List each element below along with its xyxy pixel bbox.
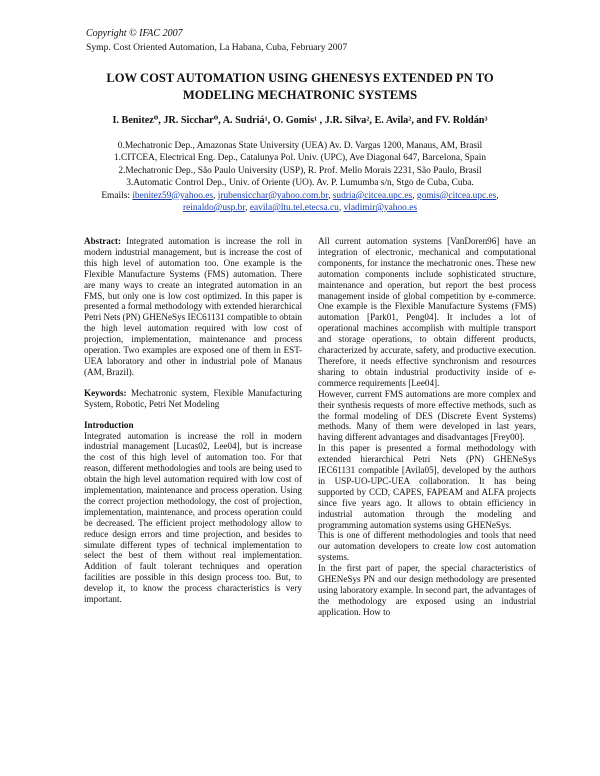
keywords-text: Mechatronic system, Flexible Manufacturing System, Robotic, Petri Net Modeling bbox=[84, 387, 302, 409]
email-link[interactable]: eavila@ltu.tel.etecsa.cu bbox=[249, 203, 339, 214]
title-line-2: MODELING MECHATRONIC SYSTEMS bbox=[182, 88, 418, 102]
email-label: Emails: bbox=[101, 190, 130, 201]
conference-line: Symp. Cost Oriented Automation, La Habana, Cuba, February 2007 bbox=[86, 42, 348, 53]
intro-paragraph: Integrated automation is increase the roll in modern industrial management [Lucas02, Lee04], but is increase the cost of this high level of automation too. For that reason, different methodologies and tools are being used to obtain the high level automation required with low cost of implementation, maintenance and process operation. Using the correct projection methodology, the cost of projection, implementation, maintenance, and process operation could be decreased. The efficient project methodology allow to reduce design errors and time projection, and besides to simulate different types of technical implementation to select the best of them without real implementation. Addition of fault tolerant techniques and operation facilities are possible in this design process too. But, to develop it, to know the process characteristics is very important. bbox=[84, 430, 302, 605]
keywords-label: Keywords: bbox=[84, 387, 127, 398]
section-heading-introduction: Introduction bbox=[84, 419, 134, 430]
left-column bbox=[84, 236, 302, 605]
title-line-1: LOW COST AUTOMATION USING GHENESYS EXTENDED PN TO bbox=[106, 71, 494, 85]
body-paragraph-3: In this paper is presented a formal methodology with extended hierarchical Petri Nets (PN) GHENeSys IEC61131 compatible [Avila05], developed by the authors in USP-UO-UPC-UEA collaboration. It has being supported by CCD, CAPES, FAPEAM and ALFA projects since five years ago. It allows to obtain efficiency in industrial automation through the modeling and programming automation systems using GHENeSys. bbox=[318, 443, 536, 530]
body-paragraph-5: In the first part of paper, the special characteristics of GHENeSys PN and our design methodology are presented using laboratory example. In second part, the advantages of the methodology are exposed using an industrial application. How to bbox=[318, 563, 536, 617]
email-link[interactable]: vladimir@yahoo.es bbox=[343, 203, 418, 214]
right-column bbox=[318, 236, 536, 618]
email-link[interactable]: sudria@citcea.upc.es bbox=[332, 190, 413, 201]
body-paragraph-2: However, current FMS automations are more complex and their synthesis requests of more effective methods, such as the formal modeling of DES (Discrete Event Systems) methods. Many of them were developed in last years, having different advantages and disadvantages [Frey00]. bbox=[318, 388, 536, 443]
email-line-1: Emails: ibenitez59@yahoo.es, jrubensicchar@yahoo.com.br, sudria@citcea.upc.es, gomis@citcea.upc.es, bbox=[101, 190, 499, 201]
body-paragraph-1: All current automation systems [VanDoren96] have an integration of electronic, mechanical and computational components, for instance the mechatronic ones. These new automation components include sophisticated structure, maintenance and operation, but report the best process management inside of global competition by e-commerce. One example is the Flexible Manufacture Systems (FMS) automation [Park01, Peng04]. It includes a lot of operational machines accomplish with multiple transport and storage operations, to obtain different products, characterized by accurate, safety, and productive execution. Therefore, it needs effective synchronism and resources sharing to obtain industrial productivity inside of e-commerce requirements [Lee04]. bbox=[318, 236, 536, 388]
affiliation-2: 2.Mechatronic Dep., São Paulo University (USP), R. Prof. Mello Morais 2231, São Paulo, Brasil bbox=[118, 165, 482, 176]
keywords bbox=[84, 388, 302, 410]
email-link[interactable]: ibenitez59@yahoo.es bbox=[132, 190, 214, 201]
affiliations bbox=[60, 140, 540, 214]
affiliation-1: 1.CITCEA, Electrical Eng. Dep., Catalunya Pol. Univ. (UPC), Ave Diagonal 647, Barcelona, Spain bbox=[113, 153, 487, 164]
affiliation-0: 0.Mechatronic Dep., Amazonas State University (UEA) Av. D. Vargas 1200, Manaus, AM, Brasil bbox=[117, 141, 483, 151]
author-list: I. Benitez⁰, JR. Sicchar⁰, A. Sudriá¹, O. Gomis¹ , J.R. Silva², E. Avila², and FV. Roldán³ bbox=[112, 115, 488, 126]
paper-title bbox=[60, 70, 540, 104]
copyright-line: Copyright © IFAC 2007 bbox=[86, 28, 183, 39]
email-link[interactable]: gomis@citcea.upc.es bbox=[416, 190, 497, 201]
email-link[interactable]: jrubensicchar@yahoo.com.br bbox=[217, 190, 329, 201]
affiliation-3: 3.Automatic Control Dep., Univ. of Oriente (UO). Av. P. Lumumba s/n, Stgo de Cuba, Cuba. bbox=[126, 178, 474, 189]
abstract-text: Integrated automation is increase the roll in modern industrial management, but is increase the cost of this high level of automation too. One example is the Flexible Manufacture Systems (FMS) automation. There are many ways to create an integrated automation in an FMS, but only one is low cost optimized. In this paper is presented a formal methodology with extended hierarchical Petri Nets (PN) GHENeSys IEC61131 compatible to obtain the high level automation required with low cost of projection, implementation, maintenance and process operation. Two examples are exposed one of them in EST-UEA laboratory and other in industrial pole of Manaus (AM, Brazil). bbox=[84, 236, 302, 377]
email-line-2: reinaldo@usp.br, eavila@ltu.tel.etecsa.cu, vladimir@yahoo.es bbox=[182, 203, 418, 214]
email-link[interactable]: reinaldo@usp.br bbox=[182, 203, 246, 214]
body-paragraph-4: This is one of different methodologies and tools that need our automation developers to create low cost automation systems. bbox=[318, 530, 536, 563]
abstract-label: Abstract: bbox=[84, 236, 121, 246]
abstract bbox=[84, 236, 302, 378]
